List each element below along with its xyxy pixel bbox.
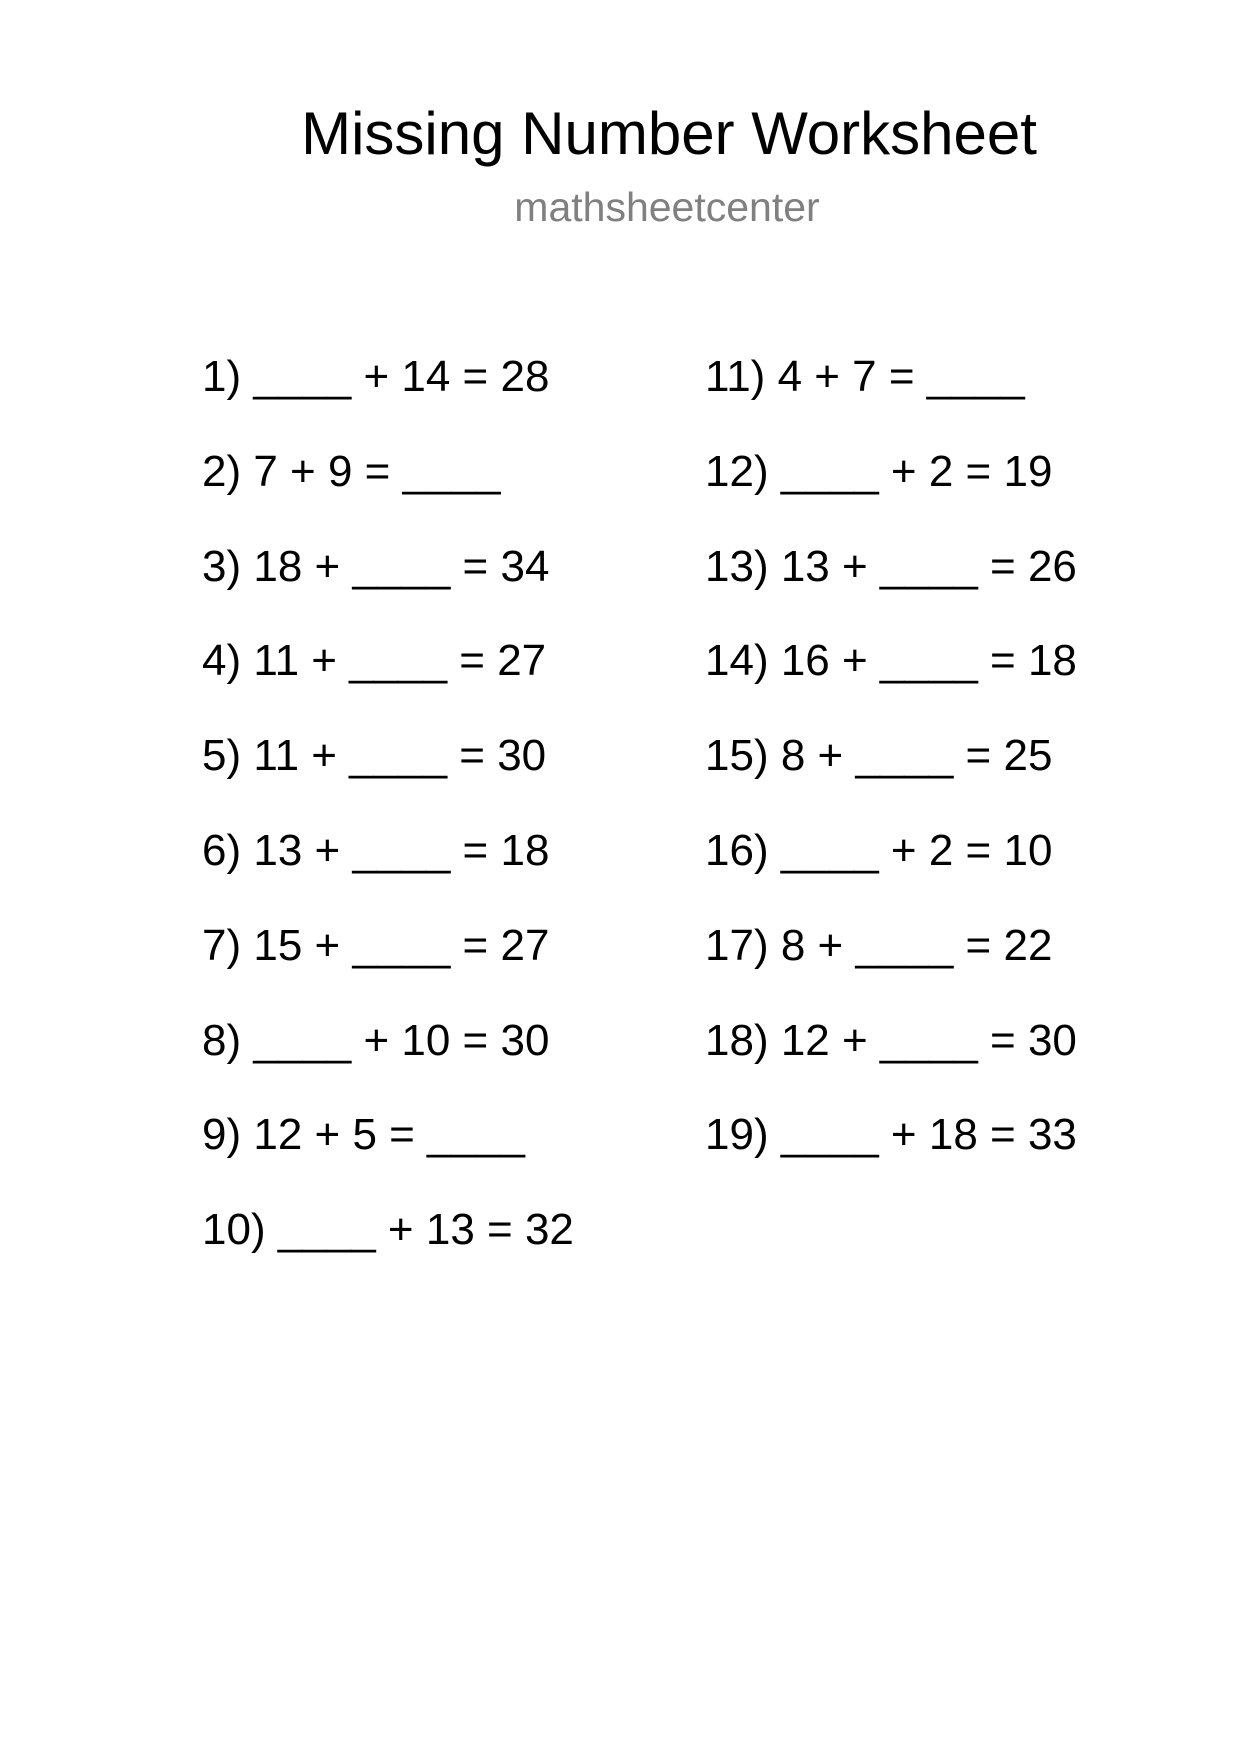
problem-expression[interactable]: 11 + ____ = 30: [253, 731, 547, 781]
problem-expression[interactable]: 8 + ____ = 22: [780, 920, 1053, 970]
problem-expression[interactable]: ____ + 2 = 19: [780, 446, 1053, 496]
problem-column-right: [705, 352, 1077, 1208]
problem-number: 19): [705, 1110, 769, 1160]
problem-number: 18): [705, 1015, 769, 1065]
problem-expression[interactable]: ____ + 13 = 32: [277, 1205, 574, 1255]
problem-4: [202, 636, 574, 734]
problem-expression[interactable]: 12 + 5 = ____: [253, 1110, 525, 1160]
problem-13: [705, 541, 1077, 640]
problem-number: 10): [202, 1205, 266, 1255]
problem-10: [202, 1205, 574, 1303]
problem-number: 6): [202, 825, 242, 875]
problem-expression[interactable]: 8 + ____ = 25: [780, 731, 1053, 781]
problem-8: [202, 1015, 574, 1114]
problem-column-left: [202, 352, 574, 1303]
problem-1: [202, 352, 574, 450]
problem-expression[interactable]: ____ + 2 = 10: [780, 825, 1053, 875]
problem-number: 8): [202, 1015, 242, 1065]
problem-expression[interactable]: 16 + ____ = 18: [780, 636, 1077, 686]
problem-expression[interactable]: ____ + 18 = 33: [780, 1110, 1077, 1160]
problem-expression[interactable]: 7 + 9 = ____: [253, 446, 501, 496]
problem-number: 13): [705, 541, 769, 591]
problem-number: 17): [705, 920, 769, 970]
problem-number: 16): [705, 825, 769, 875]
problem-7: [202, 920, 574, 1019]
problem-expression[interactable]: ____ + 10 = 30: [253, 1015, 550, 1065]
problem-3: [202, 541, 574, 640]
worksheet-source: mathsheetcenter: [514, 184, 820, 230]
problem-number: 1): [202, 352, 242, 401]
problem-number: 11): [705, 352, 766, 401]
problem-6: [202, 825, 574, 924]
problem-18: [705, 1015, 1077, 1114]
problem-9: [202, 1110, 574, 1208]
problem-expression[interactable]: 11 + ____ = 27: [253, 636, 547, 686]
problem-number: 14): [705, 636, 769, 686]
problem-expression[interactable]: 4 + 7 = ____: [777, 352, 1025, 401]
problem-number: 5): [202, 731, 242, 781]
problem-expression[interactable]: 15 + ____ = 27: [253, 920, 550, 970]
problem-15: [705, 731, 1077, 829]
problem-number: 2): [202, 446, 242, 496]
problem-expression[interactable]: 13 + ____ = 18: [253, 825, 550, 875]
problem-expression[interactable]: ____ + 14 = 28: [253, 352, 550, 401]
problem-number: 7): [202, 920, 242, 970]
problem-expression[interactable]: 18 + ____ = 34: [253, 541, 550, 591]
problem-17: [705, 920, 1077, 1019]
problem-2: [202, 446, 574, 545]
problem-number: 4): [202, 636, 242, 686]
problem-expression[interactable]: 13 + ____ = 26: [780, 541, 1077, 591]
problem-11: [705, 352, 1077, 450]
problem-12: [705, 446, 1077, 545]
problem-number: 9): [202, 1110, 242, 1160]
problem-expression[interactable]: 12 + ____ = 30: [780, 1015, 1077, 1065]
problem-number: 3): [202, 541, 242, 591]
problem-number: 15): [705, 731, 769, 781]
worksheet-title: Missing Number Worksheet: [301, 100, 1037, 167]
problem-number: 12): [705, 446, 769, 496]
problem-5: [202, 731, 574, 829]
problem-16: [705, 825, 1077, 924]
problem-19: [705, 1110, 1077, 1208]
problem-14: [705, 636, 1077, 734]
